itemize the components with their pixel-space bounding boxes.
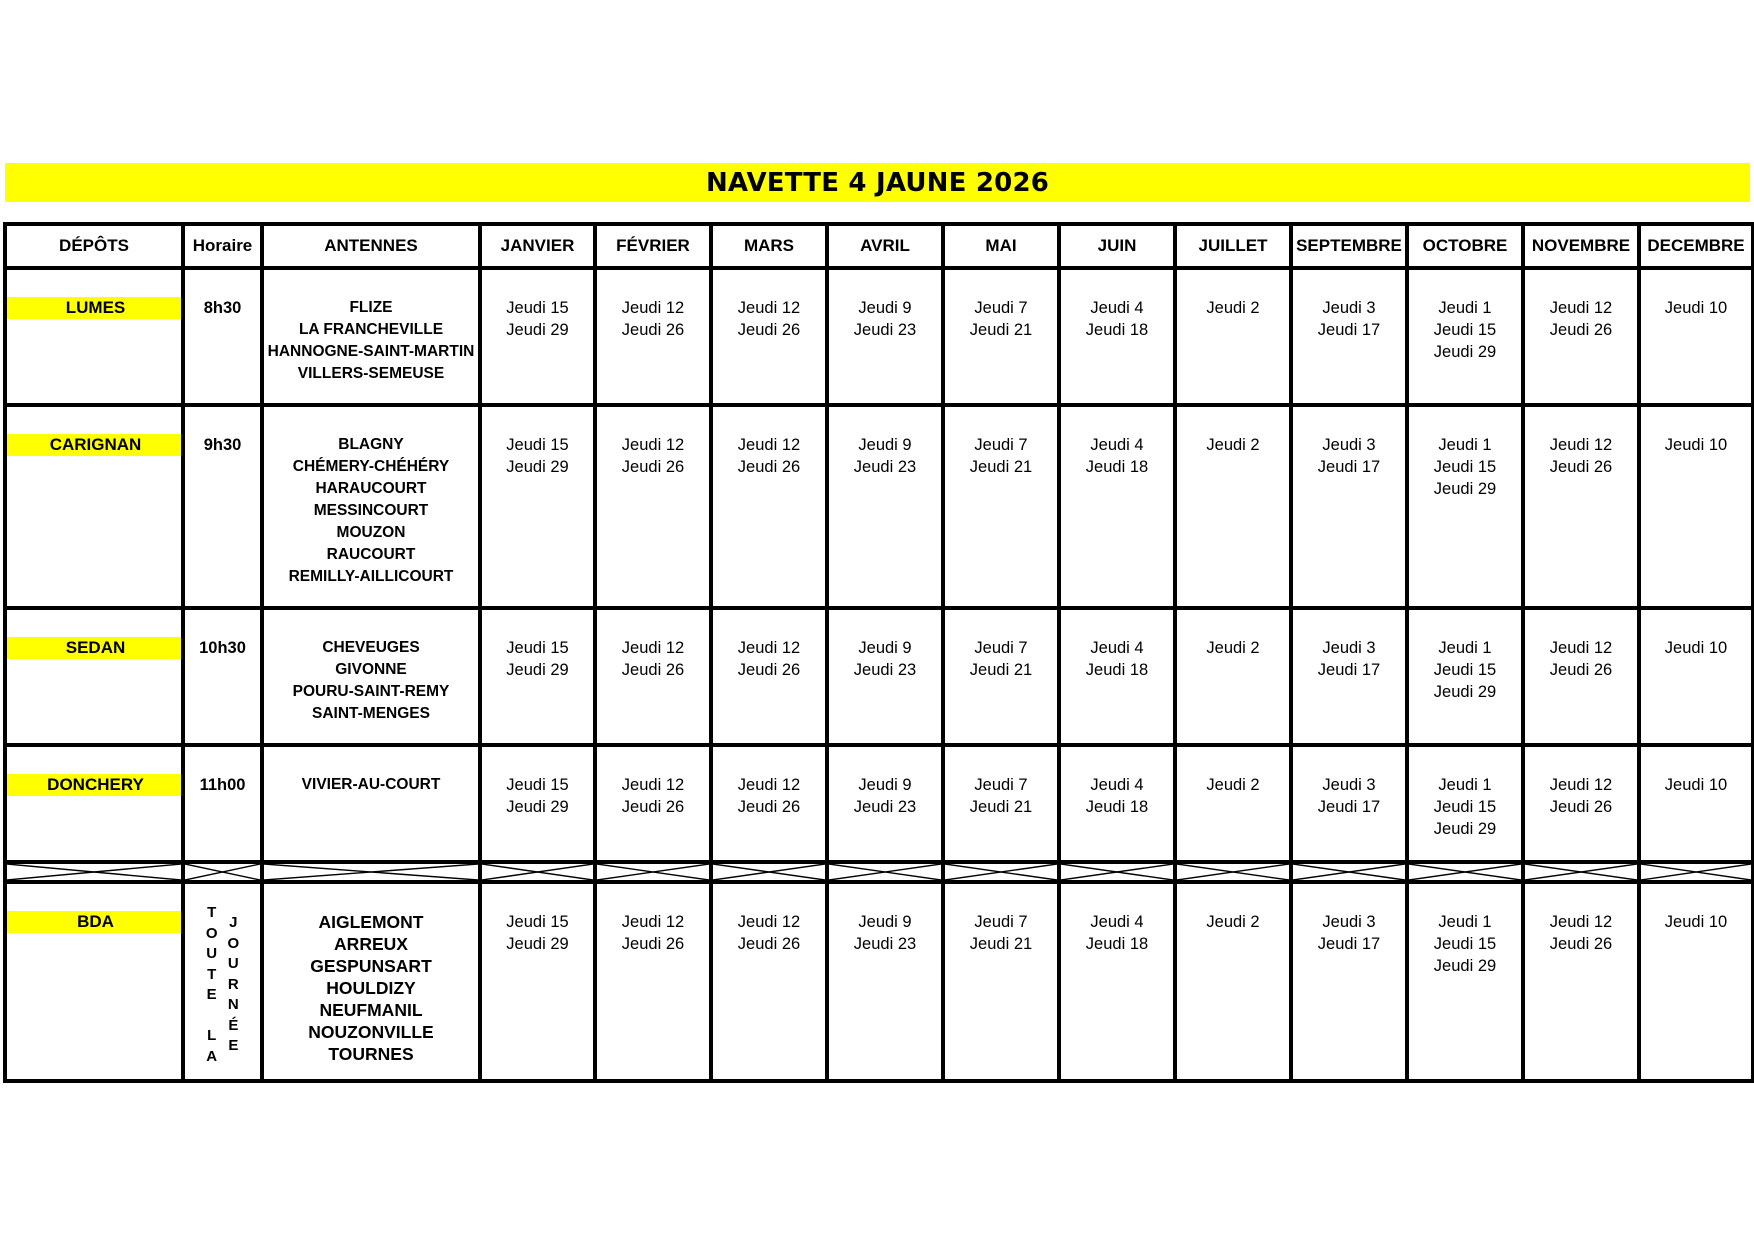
date-entry: Jeudi 23 <box>853 935 917 953</box>
antenne-name: FLIZE <box>349 299 393 316</box>
cross-mark <box>7 864 181 880</box>
date-entry: Jeudi 10 <box>1664 436 1728 454</box>
crossed-cell <box>1523 862 1639 882</box>
date-entry: Jeudi 15 <box>1433 798 1497 816</box>
date-cell <box>1407 882 1523 1081</box>
date-cell <box>1059 268 1175 405</box>
crossed-cell <box>262 862 480 882</box>
header-cell: JUILLET <box>1175 224 1291 268</box>
date-entry: Jeudi 26 <box>1549 798 1613 816</box>
date-entry: Jeudi 18 <box>1085 661 1149 679</box>
date-entry: Jeudi 26 <box>621 798 685 816</box>
date-cell <box>1291 268 1407 405</box>
date-entry: Jeudi 2 <box>1206 913 1260 931</box>
date-entry: Jeudi 2 <box>1206 776 1260 794</box>
date-cell <box>1291 882 1407 1081</box>
date-entry: Jeudi 3 <box>1322 436 1376 454</box>
header-row <box>5 224 1753 268</box>
crossed-cell <box>1175 862 1291 882</box>
table-row <box>5 405 1753 608</box>
date-cell <box>827 882 943 1081</box>
date-cell <box>595 268 711 405</box>
date-entry: Jeudi 17 <box>1317 661 1381 679</box>
date-cell <box>1175 882 1291 1081</box>
header-cell: MAI <box>943 224 1059 268</box>
date-cell <box>1523 608 1639 745</box>
date-entry: Jeudi 26 <box>737 661 801 679</box>
antenne-name: REMILLY-AILLICOURT <box>288 568 454 585</box>
antennes-cell <box>262 608 480 745</box>
date-entry: Jeudi 4 <box>1090 776 1144 794</box>
separator-row <box>5 862 1753 882</box>
date-entry: Jeudi 15 <box>506 639 569 657</box>
crossed-cell <box>1407 862 1523 882</box>
antenne-name: NOUZONVILLE <box>308 1022 434 1042</box>
date-cell <box>827 268 943 405</box>
date-entry: Jeudi 1 <box>1438 299 1492 317</box>
date-entry: Jeudi 17 <box>1317 935 1381 953</box>
date-entry: Jeudi 2 <box>1206 639 1260 657</box>
date-entry: Jeudi 2 <box>1206 299 1260 317</box>
date-entry: Jeudi 15 <box>506 913 569 931</box>
date-entry: Jeudi 29 <box>506 321 569 339</box>
date-entry: Jeudi 29 <box>1433 480 1497 498</box>
date-cell <box>1639 608 1753 745</box>
vertical-letter: O <box>227 934 240 952</box>
date-cell <box>943 608 1059 745</box>
date-entry: Jeudi 7 <box>974 913 1028 931</box>
cross-mark <box>1177 864 1289 880</box>
cross-mark <box>713 864 825 880</box>
antenne-name: ARREUX <box>334 934 408 954</box>
date-cell <box>480 405 595 608</box>
antennes-cell <box>262 882 480 1081</box>
date-cell <box>480 882 595 1081</box>
antenne-name: MOUZON <box>336 524 406 541</box>
date-entry: Jeudi 26 <box>621 321 685 339</box>
date-cell <box>1059 882 1175 1081</box>
vertical-text-toute-la <box>206 903 218 1067</box>
antenne-name: SAINT-MENGES <box>312 705 430 722</box>
date-cell <box>1407 405 1523 608</box>
date-entry: Jeudi 9 <box>858 776 912 794</box>
depot-cell <box>5 745 183 862</box>
vertical-text-journee <box>228 913 240 1067</box>
date-entry: Jeudi 3 <box>1322 913 1376 931</box>
schedule-table <box>3 222 1754 1083</box>
crossed-cell <box>183 862 262 882</box>
date-entry: Jeudi 26 <box>621 935 685 953</box>
crossed-cell <box>5 862 183 882</box>
date-entry: Jeudi 4 <box>1090 639 1144 657</box>
table-row <box>5 745 1753 862</box>
date-entry: Jeudi 26 <box>737 798 801 816</box>
date-cell <box>1059 405 1175 608</box>
date-entry: Jeudi 10 <box>1664 913 1728 931</box>
date-cell <box>1175 608 1291 745</box>
table-row <box>5 268 1753 405</box>
vertical-letter: U <box>206 945 218 962</box>
crossed-cell <box>1059 862 1175 882</box>
antenne-name: HARAUCOURT <box>315 480 427 497</box>
antenne-name: CHÉMERY-CHÉHÉRY <box>292 458 450 475</box>
antenne-name: HANNOGNE-SAINT-MARTIN <box>267 343 475 360</box>
date-entry: Jeudi 1 <box>1438 639 1492 657</box>
header-cell: JANVIER <box>480 224 595 268</box>
date-entry: Jeudi 17 <box>1317 321 1381 339</box>
date-entry: Jeudi 12 <box>621 299 685 317</box>
header-cell: NOVEMBRE <box>1523 224 1639 268</box>
date-entry: Jeudi 26 <box>1549 321 1613 339</box>
header-cell: MARS <box>711 224 827 268</box>
date-entry: Jeudi 2 <box>1206 436 1260 454</box>
antenne-name: LA FRANCHEVILLE <box>298 321 444 338</box>
antennes-cell <box>262 745 480 862</box>
antenne-name: BLAGNY <box>338 436 404 453</box>
date-entry: Jeudi 12 <box>737 776 801 794</box>
antennes-cell <box>262 268 480 405</box>
header-cell: SEPTEMBRE <box>1291 224 1407 268</box>
vertical-letter: A <box>206 1047 218 1065</box>
date-cell <box>827 608 943 745</box>
date-entry: Jeudi 29 <box>506 798 569 816</box>
date-entry: Jeudi 7 <box>974 776 1028 794</box>
depot-name: CARIGNAN <box>7 434 181 456</box>
date-cell <box>1059 745 1175 862</box>
vertical-letter: N <box>227 996 239 1013</box>
date-entry: Jeudi 4 <box>1090 436 1144 454</box>
depot-name: BDA <box>7 911 181 933</box>
date-entry: Jeudi 26 <box>1549 661 1613 679</box>
date-entry: Jeudi 29 <box>1433 683 1497 701</box>
antenne-name: HOULDIZY <box>326 978 416 998</box>
date-entry: Jeudi 21 <box>969 798 1033 816</box>
date-cell <box>595 608 711 745</box>
header-cell: FÉVRIER <box>595 224 711 268</box>
date-entry: Jeudi 26 <box>1549 458 1613 476</box>
date-entry: Jeudi 17 <box>1317 458 1381 476</box>
vertical-letter: O <box>205 924 218 942</box>
antenne-name: GIVONNE <box>335 661 407 678</box>
antenne-name: POURU-SAINT-REMY <box>292 683 450 700</box>
date-cell <box>1291 405 1407 608</box>
date-entry: Jeudi 26 <box>737 458 801 476</box>
date-entry: Jeudi 12 <box>737 639 801 657</box>
depot-cell <box>5 882 183 1081</box>
antenne-name: MESSINCOURT <box>313 502 429 519</box>
date-entry: Jeudi 26 <box>621 458 685 476</box>
horaire-cell: 9h30 <box>183 405 262 608</box>
crossed-cell <box>595 862 711 882</box>
cross-mark <box>1061 864 1173 880</box>
date-cell <box>1175 405 1291 608</box>
header-cell: OCTOBRE <box>1407 224 1523 268</box>
date-entry: Jeudi 15 <box>1433 321 1497 339</box>
date-cell <box>1291 745 1407 862</box>
crossed-cell <box>1639 862 1753 882</box>
header-cell: JUIN <box>1059 224 1175 268</box>
vertical-letter: T <box>207 965 217 983</box>
date-entry: Jeudi 9 <box>858 436 912 454</box>
horaire-cell: 10h30 <box>183 608 262 745</box>
date-cell <box>1291 608 1407 745</box>
cross-mark <box>1525 864 1637 880</box>
date-entry: Jeudi 3 <box>1322 299 1376 317</box>
date-entry: Jeudi 26 <box>737 321 801 339</box>
date-entry: Jeudi 15 <box>506 776 569 794</box>
date-entry: Jeudi 29 <box>1433 820 1497 838</box>
date-cell <box>480 268 595 405</box>
header-cell: Horaire <box>183 224 262 268</box>
vertical-letter: U <box>227 955 239 972</box>
crossed-cell <box>480 862 595 882</box>
date-cell <box>1407 608 1523 745</box>
date-entry: Jeudi 9 <box>858 639 912 657</box>
date-entry: Jeudi 1 <box>1438 436 1492 454</box>
horaire-cell: 8h30 <box>183 268 262 405</box>
date-cell <box>1639 882 1753 1081</box>
horaire-cell <box>183 882 262 1081</box>
depot-cell <box>5 405 183 608</box>
depot-name: SEDAN <box>7 637 181 659</box>
depot-cell <box>5 268 183 405</box>
date-cell <box>1523 882 1639 1081</box>
date-cell <box>1407 268 1523 405</box>
date-entry: Jeudi 7 <box>974 639 1028 657</box>
date-entry: Jeudi 4 <box>1090 299 1144 317</box>
cross-mark <box>482 864 593 880</box>
date-entry: Jeudi 23 <box>853 458 917 476</box>
date-cell <box>595 405 711 608</box>
date-cell <box>711 608 827 745</box>
cross-mark <box>185 864 260 880</box>
antennes-cell <box>262 405 480 608</box>
antenne-name: GESPUNSART <box>310 956 432 976</box>
vertical-letter: L <box>207 1027 217 1044</box>
cross-mark <box>829 864 941 880</box>
date-cell <box>943 745 1059 862</box>
date-entry: Jeudi 1 <box>1438 913 1492 931</box>
date-entry: Jeudi 29 <box>1433 957 1497 975</box>
date-entry: Jeudi 12 <box>1549 436 1613 454</box>
header-cell: DECEMBRE <box>1639 224 1753 268</box>
date-entry: Jeudi 29 <box>1433 343 1497 361</box>
date-cell <box>1175 268 1291 405</box>
page-title: NAVETTE 4 JAUNE 2026 <box>705 167 1050 198</box>
date-entry: Jeudi 10 <box>1664 639 1728 657</box>
date-entry: Jeudi 4 <box>1090 913 1144 931</box>
date-cell <box>1523 405 1639 608</box>
date-entry: Jeudi 12 <box>737 913 801 931</box>
table-row <box>5 608 1753 745</box>
vertical-letter: E <box>228 1037 239 1054</box>
date-entry: Jeudi 21 <box>969 935 1033 953</box>
title-banner <box>5 163 1750 202</box>
date-entry: Jeudi 10 <box>1664 299 1728 317</box>
date-entry: Jeudi 17 <box>1317 798 1381 816</box>
date-cell <box>1523 745 1639 862</box>
date-entry: Jeudi 21 <box>969 458 1033 476</box>
date-cell <box>827 745 943 862</box>
date-cell <box>711 882 827 1081</box>
crossed-cell <box>711 862 827 882</box>
horaire-cell: 11h00 <box>183 745 262 862</box>
vertical-letter: J <box>229 914 238 931</box>
date-entry: Jeudi 18 <box>1085 798 1149 816</box>
antenne-name: VIVIER-AU-COURT <box>301 776 441 793</box>
date-entry: Jeudi 12 <box>1549 776 1613 794</box>
cross-mark <box>1293 864 1405 880</box>
date-cell <box>595 745 711 862</box>
date-cell <box>1175 745 1291 862</box>
date-cell <box>480 745 595 862</box>
date-entry: Jeudi 9 <box>858 299 912 317</box>
date-entry: Jeudi 12 <box>1549 913 1613 931</box>
date-cell <box>1059 608 1175 745</box>
antenne-name: TOURNES <box>328 1044 414 1064</box>
date-entry: Jeudi 12 <box>621 436 685 454</box>
date-entry: Jeudi 26 <box>737 935 801 953</box>
date-entry: Jeudi 29 <box>506 661 569 679</box>
date-cell <box>595 882 711 1081</box>
crossed-cell <box>1291 862 1407 882</box>
date-entry: Jeudi 15 <box>1433 661 1497 679</box>
cross-mark <box>1409 864 1521 880</box>
date-cell <box>943 268 1059 405</box>
date-cell <box>480 608 595 745</box>
antenne-name: NEUFMANIL <box>319 1000 423 1020</box>
cross-mark <box>264 864 478 880</box>
date-entry: Jeudi 10 <box>1664 776 1728 794</box>
date-entry: Jeudi 7 <box>974 299 1028 317</box>
date-entry: Jeudi 15 <box>1433 458 1497 476</box>
date-entry: Jeudi 1 <box>1438 776 1492 794</box>
date-entry: Jeudi 18 <box>1085 458 1149 476</box>
date-entry: Jeudi 3 <box>1322 776 1376 794</box>
date-cell <box>711 745 827 862</box>
date-entry: Jeudi 12 <box>737 436 801 454</box>
date-entry: Jeudi 7 <box>974 436 1028 454</box>
date-entry: Jeudi 15 <box>506 299 569 317</box>
header-cell: DÉPÔTS <box>5 224 183 268</box>
date-entry: Jeudi 21 <box>969 321 1033 339</box>
date-cell <box>711 405 827 608</box>
antenne-name: AIGLEMONT <box>318 912 424 932</box>
date-cell <box>1639 268 1753 405</box>
header-cell: ANTENNES <box>262 224 480 268</box>
date-entry: Jeudi 29 <box>506 458 569 476</box>
date-entry: Jeudi 18 <box>1085 935 1149 953</box>
antenne-name: RAUCOURT <box>326 546 416 563</box>
header-cell: AVRIL <box>827 224 943 268</box>
date-entry: Jeudi 21 <box>969 661 1033 679</box>
date-entry: Jeudi 23 <box>853 661 917 679</box>
date-entry: Jeudi 15 <box>1433 935 1497 953</box>
antenne-name: CHEVEUGES <box>322 639 420 656</box>
date-entry: Jeudi 12 <box>1549 299 1613 317</box>
cross-mark <box>945 864 1057 880</box>
date-entry: Jeudi 26 <box>1549 935 1613 953</box>
date-cell <box>827 405 943 608</box>
date-entry: Jeudi 15 <box>506 436 569 454</box>
depot-name: DONCHERY <box>7 774 181 796</box>
vertical-letter: T <box>207 904 217 921</box>
vertical-letter: E <box>206 986 217 1003</box>
date-entry: Jeudi 3 <box>1322 639 1376 657</box>
cross-mark <box>1641 864 1751 880</box>
depot-name: LUMES <box>7 297 181 319</box>
date-entry: Jeudi 12 <box>737 299 801 317</box>
date-cell <box>1639 405 1753 608</box>
date-entry: Jeudi 26 <box>621 661 685 679</box>
date-entry: Jeudi 23 <box>853 798 917 816</box>
vertical-letter: É <box>228 1016 239 1034</box>
date-entry: Jeudi 18 <box>1085 321 1149 339</box>
date-entry: Jeudi 9 <box>858 913 912 931</box>
date-entry: Jeudi 29 <box>506 935 569 953</box>
date-cell <box>1407 745 1523 862</box>
date-cell <box>943 405 1059 608</box>
date-cell <box>943 882 1059 1081</box>
cross-mark <box>597 864 709 880</box>
table-row <box>5 882 1753 1081</box>
vertical-letter: R <box>227 975 239 993</box>
date-entry: Jeudi 12 <box>621 639 685 657</box>
date-entry: Jeudi 12 <box>621 776 685 794</box>
date-cell <box>1523 268 1639 405</box>
antenne-name: VILLERS-SEMEUSE <box>297 365 445 382</box>
date-cell <box>1639 745 1753 862</box>
date-entry: Jeudi 12 <box>621 913 685 931</box>
date-entry: Jeudi 23 <box>853 321 917 339</box>
depot-cell <box>5 608 183 745</box>
vertical-horaire <box>185 903 260 1067</box>
crossed-cell <box>943 862 1059 882</box>
crossed-cell <box>827 862 943 882</box>
date-cell <box>711 268 827 405</box>
date-entry: Jeudi 12 <box>1549 639 1613 657</box>
